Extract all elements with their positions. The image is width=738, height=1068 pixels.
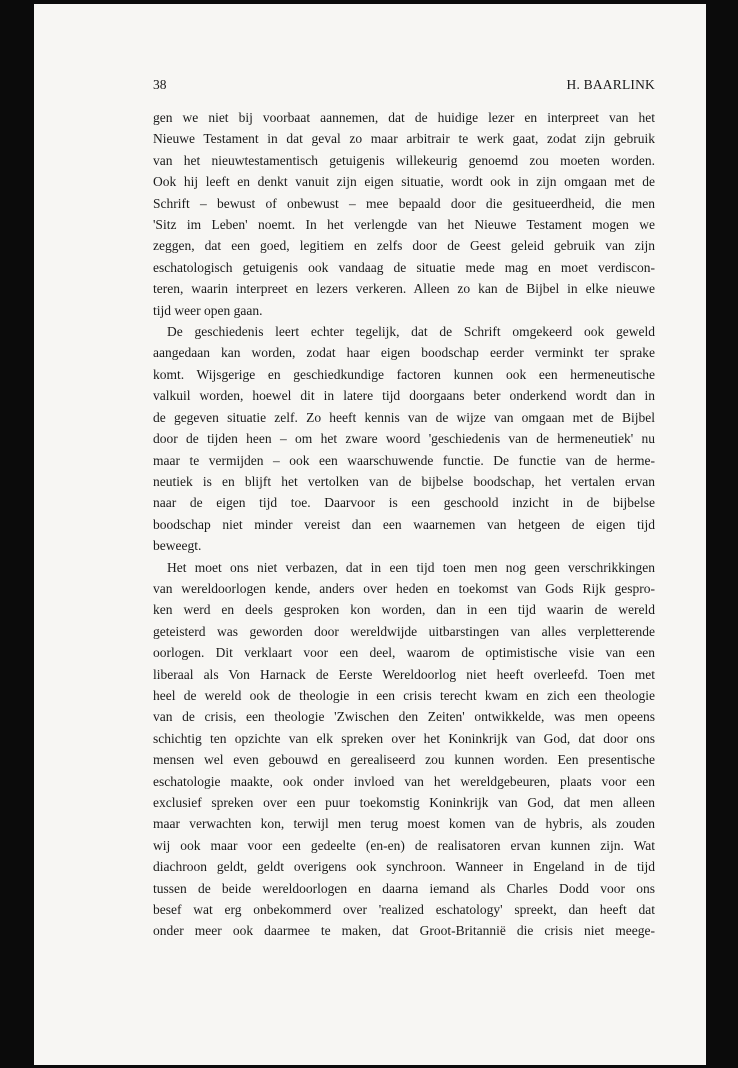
text-line: door de tijden heen – om het zware woord 'geschiedenis van de hermeneutiek' nu	[153, 431, 655, 447]
text-line: Nieuwe Testament in dat geval zo maar arbitrair te werk gaat, zodat zijn gebruik	[153, 131, 655, 147]
text-line: van wereldoorlogen kende, anders over heden en toekomst van Gods Rijk gespro-	[153, 580, 655, 596]
text-line: gen we niet bij voorbaat aannemen, dat de huidige lezer en interpreet van het	[153, 110, 655, 125]
text-line: zeggen, dat een goed, legitiem en zelfs door de Geest geleid gebruik van zijn	[153, 238, 655, 254]
text-line: Het moet ons niet verbazen, dat in een tijd toen men nog geen verschrikkingen	[167, 559, 655, 575]
text-line: tussen de beide wereldoorlogen en daarna iemand als Charles Dodd voor ons	[153, 880, 655, 896]
text-line: Ook hij leeft en denkt vanuit zijn eigen situatie, wordt ook in zijn omgaan met de	[153, 174, 655, 190]
running-head: H. BAARLINK	[566, 77, 655, 92]
text-line: onder meer ook daarmee te maken, dat Groot-Britannië die crisis niet meege-	[153, 923, 655, 939]
text-line: geteisterd was geworden door wereldwijde uitbarstingen van alles verpletterende	[153, 623, 655, 639]
body-text	[153, 107, 655, 942]
text-line: 'Sitz im Leben' noemt. In het verlengde van het Nieuwe Testament mogen we	[153, 217, 655, 233]
text-line: boodschap niet minder vereist dan een waarnemen van hetgeen de eigen tijd	[153, 516, 655, 532]
text-line: oorlogen. Dit verklaart voor een deel, waarom de optimistische visie van een	[153, 645, 655, 661]
text-line: diachroon geldt, geldt overigens ook synchroon. Wanneer in Engeland in de tijd	[153, 859, 655, 875]
text-line: exclusief spreken over een puur toekomstig Koninkrijk van God, dat men alleen	[153, 795, 655, 810]
text-line: Schrift – bewust of onbewust – mee bepaald door die gesitueerdheid, die men	[153, 195, 655, 211]
text-line: mensen wel even gebouwd en gerealiseerd zou kunnen worden. Een presentische	[153, 752, 655, 768]
paragraph	[153, 557, 655, 942]
text-line: beweegt.	[153, 538, 202, 554]
text-line: tijd weer open gaan.	[153, 302, 263, 318]
paragraph	[153, 321, 655, 556]
text-line: valkuil worden, hoewel dit in latere tijd doorgaans beter onderkend wordt dan in	[153, 388, 655, 404]
text-line: komt. Wijsgerige en geschiedkundige factoren kunnen ook een hermeneutische	[153, 366, 655, 382]
text-line: De geschiedenis leert echter tegelijk, dat de Schrift omgekeerd ook geweld	[167, 324, 655, 340]
text-line: van de crisis, een theologie 'Zwischen den Zeiten' ontwikkelde, was men opeens	[153, 709, 655, 725]
text-line: naar de eigen tijd toe. Daarvoor is een geschoold inzicht in de bijbelse	[153, 495, 655, 511]
text-line: maar verwachten kon, terwijl men terug moest komen van de hybris, als zouden	[153, 816, 655, 832]
text-line: besef wat erg onbekommerd over 'realized eschatology' spreekt, dan heeft dat	[153, 902, 655, 918]
text-line: wij ook maar voor een gedeelte (en-en) de realisatoren ervan kunnen zijn. Wat	[153, 837, 655, 853]
paragraph	[153, 107, 655, 321]
page-number: 38	[153, 77, 167, 92]
text-line: neutiek is en blijft het vertolken van de bijbelse boodschap, het vertalen ervan	[153, 473, 655, 489]
text-line: aangedaan kan worden, zodat haar eigen boodschap eerder verminkt ter sprake	[153, 345, 655, 361]
text-line: teren, waarin interpreet en lezers verkeren. Alleen zo kan de Bijbel in elke nieuwe	[153, 281, 655, 297]
text-line: van het nieuwtestamentisch getuigenis willekeurig genoemd zou moeten worden.	[153, 152, 655, 168]
text-line: eschatologisch getuigenis ook vandaag de situatie mede mag en moet verdiscon-	[153, 259, 655, 275]
text-line: heel de wereld ook de theologie in een crisis terecht kwam en zich een theologie	[153, 687, 655, 703]
text-line: schichtig ten opzichte van elk spreken over het Koninkrijk van God, dat door ons	[153, 730, 655, 746]
text-line: liberaal als Von Harnack de Eerste Wereldoorlog niet heeft overleefd. Toen met	[153, 666, 655, 682]
text-line: maar te vermijden – ook een waarschuwende functie. De functie van de herme-	[153, 452, 655, 468]
text-line: ken werd en deels gesproken kon worden, dan in een tijd waarin de wereld	[153, 602, 655, 618]
text-line: de gegeven situatie zelf. Zo heeft kennis van de wijze van omgaan met de Bijbel	[153, 409, 655, 425]
text-line: eschatologie maakte, ook onder invloed van het wereldgebeuren, plaats voor een	[153, 773, 655, 789]
